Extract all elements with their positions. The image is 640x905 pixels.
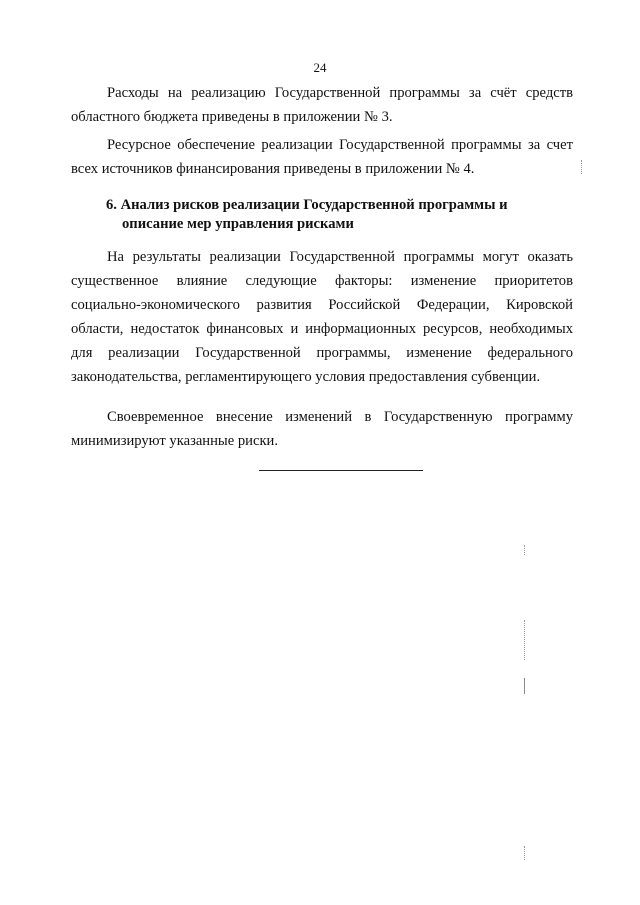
scan-artifact-mark <box>524 545 525 555</box>
scan-artifact-mark <box>524 846 525 860</box>
section-heading-line2: описание мер управления рисками <box>122 216 354 232</box>
section-heading <box>106 196 566 234</box>
paragraph-risk-factors: На результаты реализации Государственной программы могут оказать существенное влияние следующие факторы: изменение приоритетов социально-экономического развития Российской Федерации, Кировской области, недостаток финансовых и информационных ресурсов, необходимых для реализации Государственной программы, изменение федерального законодательства, регламентирующего условия предоставления субвенции. <box>71 249 573 385</box>
end-separator-line <box>259 470 423 471</box>
paragraph-resource-provision: Ресурсное обеспечение реализации Государственной программы за счет всех источников финансирования приведены в приложении № 4. <box>71 137 573 177</box>
section-heading-line1: 6. Анализ рисков реализации Государственной программы и <box>106 197 508 213</box>
scan-artifact-mark <box>524 678 525 694</box>
scan-artifact-mark <box>581 160 582 174</box>
paragraph-expenses-regional-budget: Расходы на реализацию Государственной программы за счёт средств областного бюджета приведены в приложении № 3. <box>71 85 573 125</box>
page-number: 24 <box>313 60 327 75</box>
paragraph-risk-mitigation: Своевременное внесение изменений в Государственную программу минимизируют указанные риски. <box>71 409 573 449</box>
scan-artifact-mark <box>524 620 525 660</box>
